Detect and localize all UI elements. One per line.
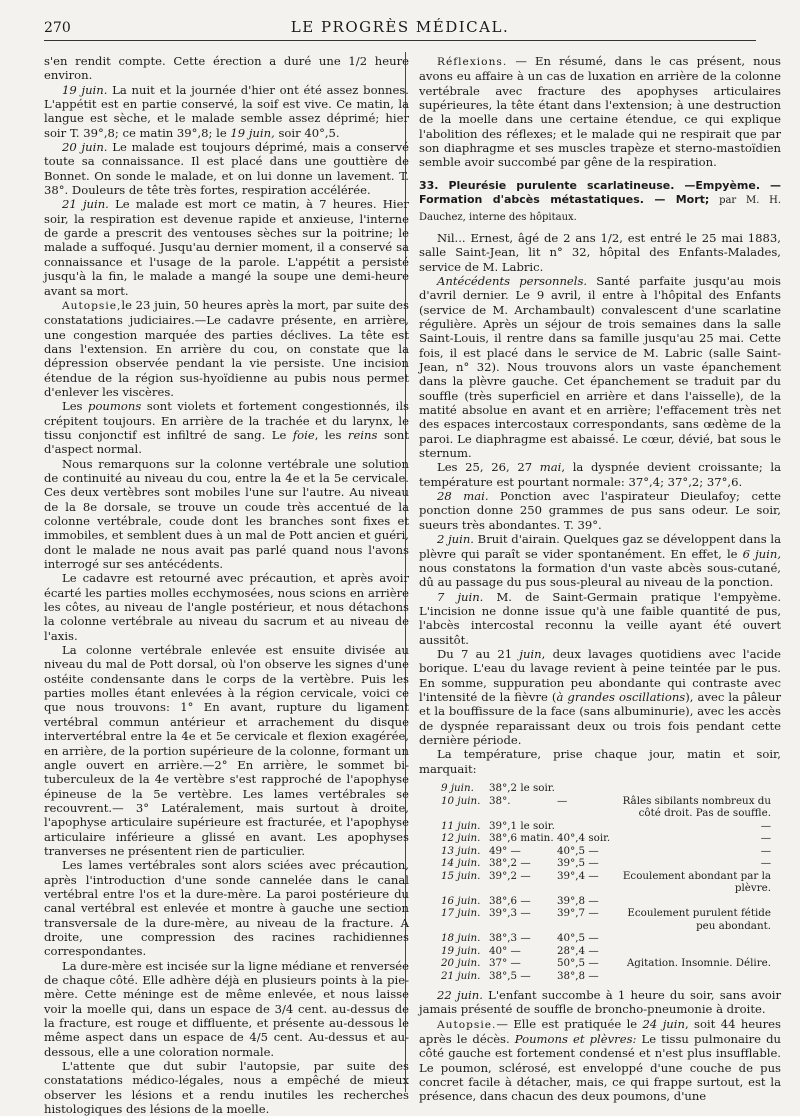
table-row: 20 juin. 37° — 50°,5 — Agitation. Insomnie. Délire.: [441, 957, 771, 969]
table-row: 18 juin. 38°,3 — 40°,5 —: [441, 932, 599, 944]
paragraph: L'attente que dut subir l'autopsie, par suite des constatations médico-légales, nous a empêché de mieux observer les lésions et a rendu inutiles les recherches histologiques des lésions de la moelle.: [44, 1059, 409, 1116]
section-lead: Autopsie,: [62, 299, 122, 312]
paragraph: Autopsie,le 23 juin, 50 heures après la mort, par suite des constatations judiciaires.—Le cadavre présente, en arrière, une congestion marquée des parties déclives. La tête est dans l'extension. En arrière du cou, on constate que la dépression observée pendant la vie persiste. Une incision étendue de la région sus-hyoïdienne au pubis nous permet d'enlever les viscères.: [44, 297, 409, 399]
paragraph: 21 juin. Le malade est mort ce matin, à 7 heures. Hier soir, la respiration est devenue rapide et anxieuse, l'interne de garde a prescrit des ventouses sèches sur la poitrine; le malade a suffoqué. Jusqu'au dernier moment, il a conservé sa connaissance et l'usage de la parole. L'appétit a persisté jusqu'à la fin, le malade a mangé la soupe une demi-heure avant sa mort.: [44, 197, 409, 298]
paragraph: Nous remarquons sur la colonne vertébrale une solution de continuité au niveau du cou, entre la 4e et la 5e cervicale. Ces deux vertèbres sont mobiles l'une sur l'autre. Au niveau de la 8e dorsale, se trouve un coude très accentué de la colonne vertébrale, coude dont les branches sont fixes et immobiles, et semblent dues à un mal de Pott ancien et guéri, dont le malade ne nous avait pas parlé quand nous l'avons interrogé sur ses antécédents.: [44, 456, 409, 572]
paragraph: Les 25, 26, 27 mai, la dyspnée devient croissante; la température est pourtant normale: 37°,4; 37°,2; 37°,6.: [419, 460, 781, 489]
section-lead: Réflexions.: [437, 56, 508, 68]
paragraph: 19 juin. La nuit et la journée d'hier ont été assez bonnes. L'appétit est en partie conservé, la soif est vive. Ce matin, la langue est sèche, et le malade semble assez déprimé; hier soir T. 39°,8; ce matin 39°,8; le 19 juin, soir 40°,5.: [44, 82, 409, 140]
paragraph: Autopsie.— Elle est pratiquée le 24 juin, soit 44 heures après le décès. Poumons et plèvres: Le tissu pulmonaire du côté gauche est fortement condensé et n'est plus insufflable. Le poumon, sclérosé, est enveloppé d'une couche de pus concret facile à détacher, mais, ce qui frappe surtout, est la présence, dans chacun des deux poumons, d'une: [419, 1016, 782, 1104]
table-row: 9 juin. 38°,2 le soir.: [441, 782, 555, 794]
running-title: LE PROGRÈS MÉDICAL.: [290, 18, 510, 36]
table-row: 21 juin. 38°,5 — 38°,8 —: [441, 969, 599, 982]
paragraph: Du 7 au 21 juin, deux lavages quotidiens avec l'acide borique. L'eau du lavage revient à peine teintée par le pus. En somme, suppuration peu abondante qui contraste avec l'intensité de la fièvre (à grandes oscillations), avec la pâleur et la bouffissure de la face (sans albuminurie), avec les accès de dyspnée reparaissant deux ou trois fois pendant cette dernière période.: [419, 646, 781, 747]
paragraph: La dure-mère est incisée sur la ligne médiane et renversée de chaque côté. Elle adhère déjà en plusieurs points à la pie-mère. Cette méninge est de même enlevée, et nous laisse voir la moelle qui, dans un espace de 3/4 cent. au-dessus de la fracture, est rouge et diffluente, et présente au-dessous le même aspect dans un espace de 4/5 cent. Au-dessus et au-dessous, elle a une coloration normale.: [44, 958, 409, 1059]
paragraph: Antécédents personnels. Santé parfaite jusqu'au mois d'avril dernier. Le 9 avril, il entre à l'hôpital des Enfants (service de M. Archambault) convalescent d'une scarlatine régulière. Après un séjour de trois semaines dans la salle Saint-Louis, il rentre dans sa famille jusqu'au 25 mai. Cette fois, il est placé dans le service de M. Labric (salle Saint-Jean, n° 32). Nous trouvons alors un vaste épanchement dans la plèvre gauche. Cet épanchement se traduit par du souffle (très superficiel en arrière et dans l'aisselle), de la matité absolue en avant et en arrière; l'effacement très net des espaces intercostaux correspondants, sans œdème de la paroi. Le diaphragme est abaissé. Le cœur, dévié, bat sous le sternum.: [419, 273, 781, 461]
temperature-table: [441, 782, 771, 982]
paragraph: La température, prise chaque jour, matin et soir, marquait:: [419, 747, 781, 776]
paragraph: Réflexions. — En résumé, dans le cas présent, nous avons eu affaire à un cas de luxation en arrière de la colonne vertébrale avec fracture des apophyses articulaires supérieures, la tête étant dans l'extension; à une destruction de la moelle dans une certaine étendue, ce qui explique l'abolition des réflexes; et le malade qui ne respirait que par son diaphragme et ses muscles trapèze et sterno-mastoïdien semble avoir succombé par gêne de la respiration.: [419, 54, 781, 170]
date: 19 juin.: [62, 82, 108, 97]
table-row: 15 juin. 39°,2 — 39°,4 — Ecoulement abondant par la plèvre.: [441, 869, 771, 894]
table-row: 14 juin. 38°,2 — 39°,5 — —: [441, 857, 771, 869]
article-heading: [419, 178, 781, 225]
right-column: [419, 54, 781, 1104]
date: 7 juin.: [437, 589, 484, 604]
table-row: 10 juin. 38°. — Râles sibilants nombreux du côté droit. Pas de souffle.: [441, 794, 771, 819]
date: 21 juin.: [62, 197, 109, 212]
table-row: 13 juin. 49° — 40°,5 — —: [441, 844, 771, 857]
paragraph: La colonne vertébrale enlevée est ensuite divisée au niveau du mal de Pott dorsal, où l'on observe les signes d'une ostéite condensante dans le corps de la vertèbre. Puis les parties molles étant enlevées à la région cervicale, voici ce que nous trouvons: 1° En avant, rupture du ligament vertébral commun antérieur et arrachement du disque intervertébral entre la 4e et 5e cervicale et flexion exagérée, en arrière, de la portion supérieure de la colonne, formant un angle ouvert en arrière.—2° En arrière, le sommet bi-tuberculeux de la 4e vertèbre s'est rapproché de l'apophyse épineuse de la 5e vertèbre. Les lames vertébrales se recouvrent.— 3° Latéralement, mais surtout à droite, l'apophyse articulaire supérieure est fracturée, et l'apophyse articulaire inférieure a glissé en avant. Les apophyses tranverses ne présentent rien de particulier.: [44, 643, 409, 858]
table-row: 19 juin. 40° — 28°,4 —: [441, 944, 599, 957]
paragraph: 7 juin. M. de Saint-Germain pratique l'empyème. L'incision ne donne issue qu'à une faible quantité de pus, l'abcès intercostal reconnu la veille ayant été ouvert aussitôt.: [419, 589, 782, 647]
article-author: par M. H. Dauchez, interne des hôpitaux.: [419, 195, 782, 223]
paragraph: 20 juin. Le malade est toujours déprimé, mais a conservé toute sa connaissance. Il est placé dans une gouttière de Bonnet. On sonde le malade, et on lui donne un lavement. T. 38°. Douleurs de tête très fortes, respiration accélérée.: [44, 140, 409, 198]
article-title: 33. Pleurésie purulente scarlatineuse. —Empyème. — Formation d'abcès métastatiques. — Mort;: [419, 178, 781, 207]
paragraph: Les poumons sont violets et fortement congestionnés, ils crépitent toujours. En arrière de la trachée et du larynx, le tissu conjonctif est infiltré de sang. Le foie, les reins sont d'aspect normal.: [44, 399, 409, 457]
table-row: 16 juin. 38°,6 — 39°,8 —: [441, 894, 599, 907]
page-number: 270: [44, 20, 71, 36]
page-header: [44, 16, 756, 41]
paragraph: 2 juin. Bruit d'airain. Quelques gaz se développent dans la plèvre qui paraît se vider spontanément. En effet, le 6 juin, nous constatons la formation d'un vaste abcès sous-cutané, dû au passage du pus sous-pleural au niveau de la ponction.: [419, 532, 782, 590]
date: 22 juin.: [437, 988, 483, 1002]
paragraph: Nil... Ernest, âgé de 2 ans 1/2, est entré le 25 mai 1883, salle Saint-Jean, lit n° 32, hôpital des Enfants-Malades, service de M. Labric.: [419, 230, 781, 274]
paragraph: s'en rendit compte. Cette érection a duré une 1/2 heure environ.: [44, 54, 409, 83]
date: 20 juin.: [62, 140, 108, 155]
table-row: 11 juin. 39°,1 le soir. —: [441, 819, 771, 832]
paragraph: 22 juin. L'enfant succombe à 1 heure du soir, sans avoir jamais présenté de souffle de broncho-pneumonie à droite.: [419, 988, 781, 1017]
paragraph: Les lames vertébrales sont alors sciées avec précaution, après l'introduction d'une sonde cannelée dans le canal vertébral entre l'os et la dure-mère. La paroi postérieure du canal vertébral est enlevée et montre à gauche une section transversale de la dure-mère, au niveau de la fracture. A droite, une compression des racines rachidiennes correspondantes.: [44, 858, 409, 959]
paragraph: 28 mai. Ponction avec l'aspirateur Dieulafoy; cette ponction donne 250 grammes de pus sans odeur. Le soir, sueurs très abondantes. T. 39°.: [419, 489, 781, 532]
section-lead: Autopsie.: [437, 1018, 497, 1031]
table-row: 12 juin. 38°,6 matin. 40°,4 soir. —: [441, 832, 771, 844]
date: 2 juin.: [437, 532, 474, 547]
table-row: 17 juin. 39°,3 — 39°,7 — Ecoulement purulent fétide peu abondant.: [441, 907, 771, 932]
left-column: [44, 54, 409, 1116]
date: 28 mai.: [437, 489, 489, 504]
paragraph: Le cadavre est retourné avec précaution, et après avoir écarté les parties molles ecchymosées, nous scions en arrière les côtes, au niveau de l'angle postérieur, et nous détachons la colonne vertébrale au niveau du sacrum et au niveau de l'axis.: [44, 571, 409, 643]
